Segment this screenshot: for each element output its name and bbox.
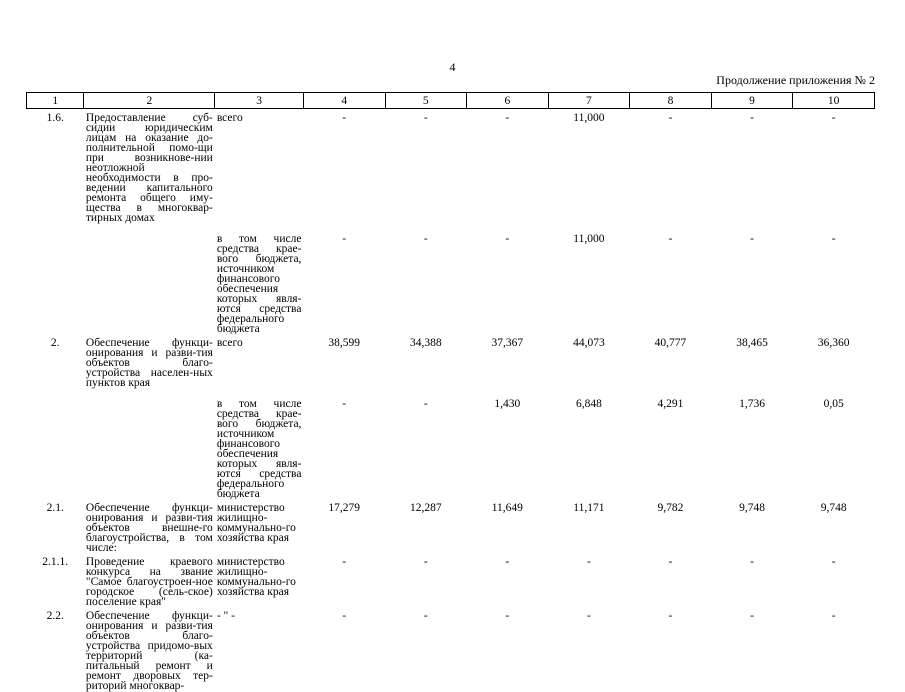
row-value: 11,000 (573, 233, 605, 245)
column-header: 6 (467, 93, 549, 109)
row-value: - (423, 233, 428, 245)
row-value: - (668, 112, 673, 124)
column-header: 9 (711, 93, 793, 109)
row-value: - (750, 112, 754, 124)
table-row (27, 334, 875, 388)
row-name: Обеспечение функци-онирования и разви-тия объектов благо-устройства населен-ных пунктов края (85, 337, 213, 389)
appendix-table (26, 92, 875, 691)
row-value: 11,649 (491, 502, 523, 514)
row-value: 6,848 (575, 398, 602, 410)
row-value: - (505, 112, 510, 124)
row-name: Обеспечение функци-онирования и разви-тия объектов внешне-го благоустройства, в том числе: (85, 502, 213, 554)
table-row (27, 223, 875, 334)
row-source: всего (216, 337, 243, 349)
row-value: 9,748 (820, 502, 847, 514)
row-value: - (423, 112, 428, 124)
column-header: 4 (303, 93, 385, 109)
column-header: 5 (385, 93, 467, 109)
row-name: Проведение краевого конкурса на звание "Самое благоустроен-ное городское (сель-ское) поселение края" (85, 556, 213, 608)
row-value: 0,05 (823, 398, 844, 410)
row-value: - (668, 610, 673, 622)
row-name (84, 388, 215, 499)
table-row (27, 499, 875, 553)
row-value: - (586, 556, 591, 568)
row-value: 11,171 (573, 502, 605, 514)
row-value: - (831, 610, 836, 622)
row-source: министерство жилищно-коммунально-го хозяйства края (216, 502, 296, 544)
row-value: - (505, 556, 510, 568)
row-source: министерство жилищно-коммунально-го хозяйства края (216, 556, 296, 598)
table-row (27, 553, 875, 607)
row-value: - (342, 233, 347, 245)
row-value: - (342, 556, 347, 568)
row-value: - (423, 556, 428, 568)
row-value: - (831, 112, 836, 124)
row-name: Предоставление суб-сидии юридическим лицам на оказание до-полнительной помо-щи при возникнове-нии неотложной необходимости в про-ведении капитального ремонта общего иму-щества в многоквар-тирных домах (85, 112, 213, 224)
row-source: - " - (216, 610, 235, 622)
column-header: 1 (27, 93, 84, 109)
row-value: 17,279 (328, 502, 361, 514)
row-value: - (750, 556, 754, 568)
row-value: 12,287 (409, 502, 442, 514)
row-value: - (668, 233, 673, 245)
row-number (27, 223, 84, 334)
header-row (27, 93, 875, 109)
row-name: Обеспечение функци-онирования и разви-тия объектов благо-устройства придомо-вых территорий (ка-питальный ремонт и ремонт дворовых тер-риторий многоквар- (85, 610, 213, 692)
row-value: 40,777 (654, 337, 687, 349)
row-source: в том числе средства крае-вого бюджета, источником финансового обеспечения которых явля-ются средства федерального бюджета (216, 233, 302, 335)
row-value: - (586, 610, 591, 622)
column-header: 10 (793, 93, 875, 109)
table-row (27, 388, 875, 499)
table-row (27, 109, 875, 224)
column-header: 3 (215, 93, 304, 109)
row-number: 2. (50, 337, 60, 349)
row-value: - (668, 556, 673, 568)
row-value: - (750, 610, 754, 622)
row-value: 1,736 (739, 398, 765, 410)
row-value: 44,073 (573, 337, 605, 349)
row-value: - (342, 398, 347, 410)
page-number: 4 (449, 60, 456, 74)
row-value: - (342, 112, 347, 124)
row-number: 1.6. (46, 112, 64, 124)
row-value: - (505, 233, 510, 245)
row-value: - (423, 398, 428, 410)
column-header: 7 (548, 93, 630, 109)
row-number (27, 388, 84, 499)
row-number: 2.1. (46, 502, 64, 514)
row-number: 2.1.1. (42, 556, 69, 568)
row-name (84, 223, 215, 334)
row-value: 9,748 (739, 502, 765, 514)
row-value: 34,388 (409, 337, 442, 349)
row-value: 9,782 (657, 502, 684, 514)
row-value: - (423, 610, 428, 622)
row-source: в том числе средства крае-вого бюджета, источником финансового обеспечения которых явля-ются средства федерального бюджета (216, 398, 302, 500)
row-value: 36,360 (817, 337, 850, 349)
row-value: 38,465 (736, 337, 768, 349)
continuation-label: Продолжение приложения № 2 (716, 73, 875, 87)
row-value: 37,367 (491, 337, 524, 349)
row-value: 11,000 (573, 112, 605, 124)
row-value: - (831, 233, 836, 245)
row-source: всего (216, 112, 243, 124)
table-row (27, 607, 875, 691)
row-value: 38,599 (328, 337, 361, 349)
column-header: 8 (630, 93, 712, 109)
row-number: 2.2. (46, 610, 64, 622)
column-header: 2 (84, 93, 215, 109)
row-value: - (750, 233, 754, 245)
row-value: 4,291 (657, 398, 684, 410)
row-value: 1,430 (494, 398, 521, 410)
row-value: - (831, 556, 836, 568)
row-value: - (342, 610, 347, 622)
row-value: - (505, 610, 510, 622)
